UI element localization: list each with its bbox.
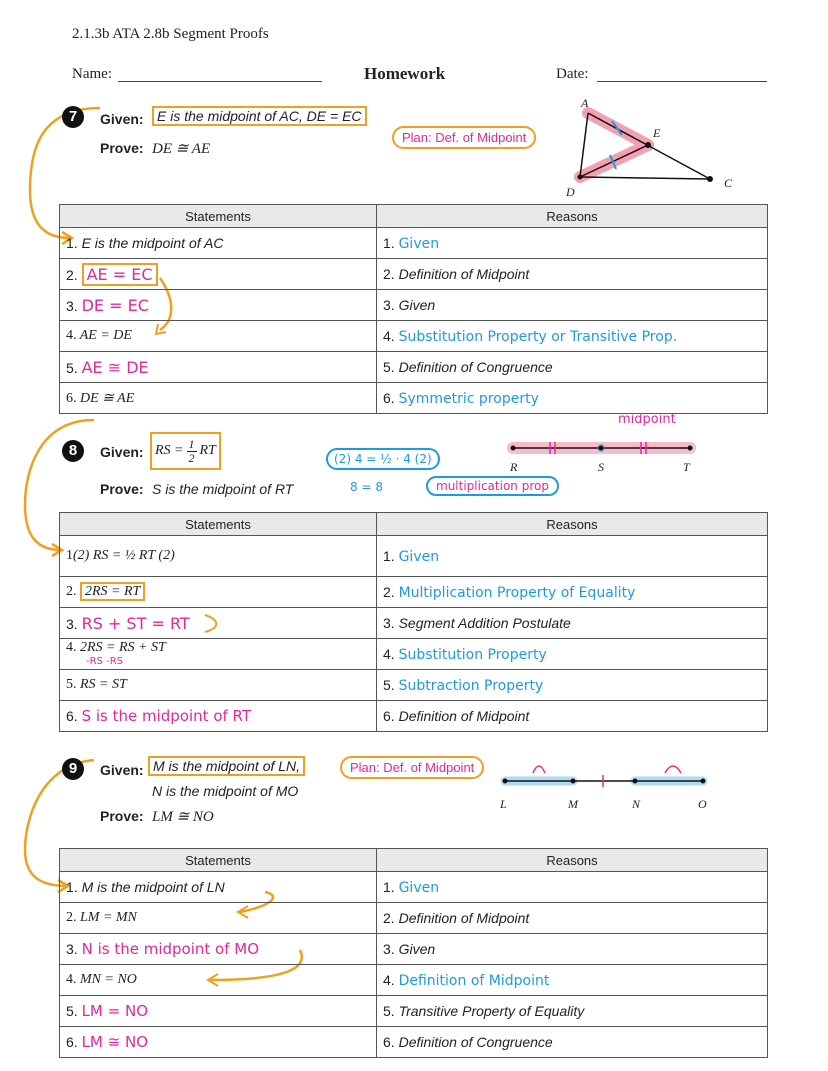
triangle-figure	[560, 95, 750, 205]
p8-given-label: Given:	[100, 444, 144, 460]
label-a: A	[581, 96, 589, 110]
p8-prove-label: Prove:	[100, 481, 144, 497]
statement-cell: 5. RS = ST	[60, 670, 377, 701]
reason-cell: 6. Symmetric property	[377, 383, 768, 414]
table-row	[60, 670, 768, 701]
reason-cell: 6. Definition of Congruence	[377, 1027, 768, 1058]
reason-cell: 3. Given	[377, 934, 768, 965]
table-row	[60, 934, 768, 965]
p9-reasons-header: Reasons	[377, 849, 768, 872]
table-row	[60, 577, 768, 608]
problem-7-number: 7	[62, 106, 84, 128]
statement-cell: 2. 2RS = RT	[60, 577, 377, 608]
statement-cell: 2. AE = EC	[60, 259, 377, 290]
label-n: N	[632, 797, 641, 811]
p8-given-rhs: RT	[199, 443, 216, 458]
p8-note-multiply: (2) 4 = ½ · 4 (2)	[326, 448, 440, 470]
statement-cell: 3. N is the midpoint of MO	[60, 934, 377, 965]
statement-cell: 1(2) RS = ½ RT (2)	[60, 536, 377, 577]
table-row	[60, 903, 768, 934]
table-row	[60, 259, 768, 290]
label-l: L	[500, 797, 507, 811]
reason-cell: 4. Substitution Property	[377, 639, 768, 670]
p7-given	[152, 108, 367, 124]
p8-note-prop: multiplication prop	[426, 476, 559, 496]
problem-9-number: 9	[62, 758, 84, 780]
p8-note-result: 8 = 8	[350, 480, 383, 494]
reason-cell: 1. Given	[377, 228, 768, 259]
reason-cell: 1. Given	[377, 872, 768, 903]
statement-cell: 1. M is the midpoint of LN	[60, 872, 377, 903]
p8-midpoint-note: midpoint	[618, 412, 676, 427]
reason-cell: 5. Subtraction Property	[377, 670, 768, 701]
table-row	[60, 228, 768, 259]
date-label: Date:	[556, 66, 589, 82]
statement-cell: 4. AE = DE	[60, 321, 377, 352]
table-row	[60, 383, 768, 414]
label-e: E	[653, 126, 661, 140]
p7-reasons-header: Reasons	[377, 205, 768, 228]
statement-cell: 2. LM = MN	[60, 903, 377, 934]
statement-cell: 4. 2RS = RS + ST -RS -RS	[60, 639, 377, 670]
p7-prove: DE ≅ AE	[152, 141, 211, 157]
p9-prove-label: Prove:	[100, 808, 144, 824]
p8-prove: S is the midpoint of RT	[152, 481, 294, 497]
statement-cell: 5. LM = NO	[60, 996, 377, 1027]
table-row	[60, 965, 768, 996]
reason-cell: 5. Transitive Property of Equality	[377, 996, 768, 1027]
table-row	[60, 608, 768, 639]
p8-given	[150, 432, 221, 470]
reason-cell: 4. Substitution Property or Transitive Prop.	[377, 321, 768, 352]
reason-cell: 4. Definition of Midpoint	[377, 965, 768, 996]
p9-proof-table	[59, 848, 768, 1058]
statement-cell: 3. DE = EC	[60, 290, 377, 321]
table-row	[60, 872, 768, 903]
p7-given-label: Given:	[100, 111, 144, 127]
statement-cell: 3. RS + ST = RT	[60, 608, 377, 639]
name-label: Name:	[72, 66, 112, 82]
reason-cell: 3. Given	[377, 290, 768, 321]
p9-given-text: M is the midpoint of LN,	[148, 756, 305, 776]
table-row	[60, 996, 768, 1027]
problem-8-number: 8	[62, 440, 84, 462]
reason-cell: 1. Given	[377, 536, 768, 577]
statement-cell: 4. MN = NO	[60, 965, 377, 996]
reason-cell: 2. Definition of Midpoint	[377, 903, 768, 934]
p7-given-text: E is the midpoint of AC, DE = EC	[152, 106, 367, 126]
p8-reasons-header: Reasons	[377, 513, 768, 536]
table-row	[60, 639, 768, 670]
p7-prove-label: Prove:	[100, 140, 144, 156]
homework-label: Homework	[364, 64, 446, 83]
p7-statements-header: Statements	[60, 205, 377, 228]
label-m: M	[568, 797, 578, 811]
p7-plan-bubble: Plan: Def. of Midpoint	[392, 126, 536, 149]
p9-plan-bubble: Plan: Def. of Midpoint	[340, 756, 484, 779]
segment-rst-figure	[505, 430, 705, 470]
reason-cell: 2. Multiplication Property of Equality	[377, 577, 768, 608]
statement-cell: 6. LM ≅ NO	[60, 1027, 377, 1058]
table-row	[60, 701, 768, 732]
p9-given-line2: N is the midpoint of MO	[152, 783, 299, 799]
statement-cell: 6. DE ≅ AE	[60, 383, 377, 414]
reason-cell: 3. Segment Addition Postulate	[377, 608, 768, 639]
statement-cell: 6. S is the midpoint of RT	[60, 701, 377, 732]
p8-strike-note: -RS -RS	[86, 655, 123, 667]
p8-given-lhs: RS =	[155, 443, 184, 458]
p8-statements-header: Statements	[60, 513, 377, 536]
p9-statements-header: Statements	[60, 849, 377, 872]
table-row	[60, 1027, 768, 1058]
statement-cell: 1. E is the midpoint of AC	[60, 228, 377, 259]
p9-prove: LM ≅ NO	[152, 809, 214, 825]
p9-given-label: Given:	[100, 762, 144, 778]
label-o: O	[698, 797, 707, 811]
statement-cell: 5. AE ≅ DE	[60, 352, 377, 383]
table-row	[60, 321, 768, 352]
table-row	[60, 352, 768, 383]
p9-given-line1	[148, 758, 305, 774]
worksheet-title: 2.1.3b ATA 2.8b Segment Proofs	[72, 26, 269, 42]
reason-cell: 2. Definition of Midpoint	[377, 259, 768, 290]
table-row	[60, 290, 768, 321]
label-c: C	[724, 176, 733, 190]
table-row	[60, 536, 768, 577]
p7-proof-table	[59, 204, 768, 414]
label-t: T	[683, 460, 690, 474]
label-d: D	[566, 185, 575, 199]
p8-proof-table	[59, 512, 768, 732]
label-r: R	[510, 460, 518, 474]
segment-lmno-figure	[495, 755, 720, 800]
p8-given-fraction: $\frac{1}{2}$	[188, 436, 195, 465]
reason-cell: 6. Definition of Midpoint	[377, 701, 768, 732]
reason-cell: 5. Definition of Congruence	[377, 352, 768, 383]
label-s: S	[598, 460, 604, 474]
